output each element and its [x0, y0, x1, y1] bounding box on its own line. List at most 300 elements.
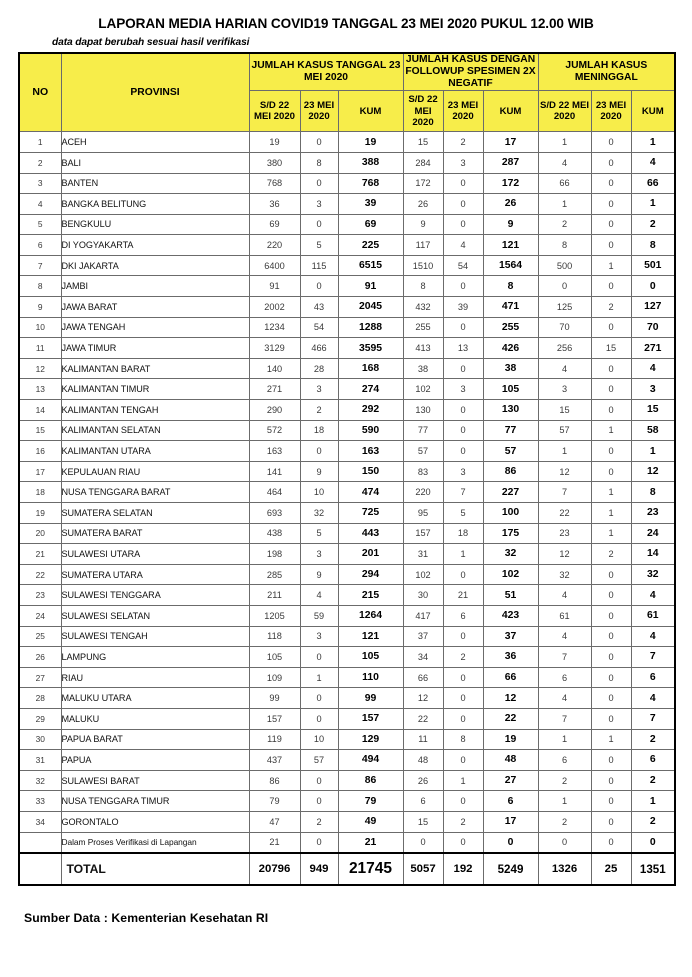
cell-value: 6400	[249, 255, 300, 276]
cell-kum: 57	[483, 441, 538, 462]
cell-provinsi: KALIMANTAN BARAT	[61, 358, 249, 379]
cell-no: 9	[19, 297, 61, 318]
cell-value: 32	[538, 564, 591, 585]
cell-value: 572	[249, 420, 300, 441]
cell-value: 130	[403, 400, 443, 421]
table-row	[19, 770, 675, 791]
cell-kum: 129	[338, 729, 403, 750]
cell-value: 0	[591, 667, 631, 688]
cell-value: 43	[300, 297, 338, 318]
cell-value: 1	[591, 503, 631, 524]
cell-no: 2	[19, 152, 61, 173]
table-row	[19, 297, 675, 318]
cell-value: 21	[249, 832, 300, 853]
cell-value: 7	[538, 708, 591, 729]
cell-value: 7	[443, 482, 483, 503]
cell-kum: 26	[483, 194, 538, 215]
cell-value: 3	[443, 379, 483, 400]
cell-kum: 48	[483, 750, 538, 771]
cell-kum: 292	[338, 400, 403, 421]
cell-value: 211	[249, 585, 300, 606]
cell-value: 1	[591, 729, 631, 750]
cell-provinsi: SULAWESI SELATAN	[61, 605, 249, 626]
cell-value: 79	[249, 791, 300, 812]
cell-provinsi: BANGKA BELITUNG	[61, 194, 249, 215]
header-no: NO	[19, 53, 61, 132]
cell-value: 438	[249, 523, 300, 544]
cell-value: 10	[300, 729, 338, 750]
cell-value: 0	[591, 152, 631, 173]
header-provinsi: PROVINSI	[61, 53, 249, 132]
cell-value: 57	[538, 420, 591, 441]
table-row	[19, 400, 675, 421]
cell-kum: 21	[338, 832, 403, 853]
cell-value: 118	[249, 626, 300, 647]
cell-kum: 15	[631, 400, 675, 421]
cell-kum: 4	[631, 358, 675, 379]
cell-value: 2	[591, 544, 631, 565]
cell-value: 0	[300, 832, 338, 853]
covid-report-table	[18, 52, 676, 886]
cell-provinsi: ACEH	[61, 132, 249, 153]
cell-value: 0	[591, 791, 631, 812]
cell-provinsi: LAMPUNG	[61, 647, 249, 668]
cell-value: 0	[591, 276, 631, 297]
cell-kum: 150	[338, 461, 403, 482]
cell-kum: 725	[338, 503, 403, 524]
cell-kum: 19	[483, 729, 538, 750]
table-row	[19, 647, 675, 668]
cell-value: 1	[300, 667, 338, 688]
cell-kum: 17	[483, 811, 538, 832]
cell-kum: 66	[631, 173, 675, 194]
cell-provinsi: JAWA TIMUR	[61, 338, 249, 359]
cell-value: 1326	[538, 853, 591, 885]
cell-value: 48	[403, 750, 443, 771]
cell-value: 12	[403, 688, 443, 709]
cell-provinsi: SUMATERA SELATAN	[61, 503, 249, 524]
cell-kum: 4	[631, 152, 675, 173]
cell-value: 23	[538, 523, 591, 544]
cell-no: 1	[19, 132, 61, 153]
cell-value: 15	[403, 132, 443, 153]
cell-kum: 271	[631, 338, 675, 359]
cell-kum: 32	[483, 544, 538, 565]
table-row	[19, 420, 675, 441]
cell-provinsi: JAWA TENGAH	[61, 317, 249, 338]
cell-value: 285	[249, 564, 300, 585]
cell-value: 70	[538, 317, 591, 338]
table-row	[19, 338, 675, 359]
cell-value: 1	[538, 194, 591, 215]
cell-value: 21	[443, 585, 483, 606]
cell-value: 1	[591, 255, 631, 276]
cell-kum: 77	[483, 420, 538, 441]
cell-kum: 23	[631, 503, 675, 524]
cell-value: 0	[300, 708, 338, 729]
cell-value: 0	[591, 626, 631, 647]
table-row	[19, 708, 675, 729]
cell-kum: 121	[483, 235, 538, 256]
cell-value: 0	[591, 194, 631, 215]
cell-value: 6	[403, 791, 443, 812]
cell-no: 10	[19, 317, 61, 338]
cell-kum: 4	[631, 626, 675, 647]
cell-kum: 172	[483, 173, 538, 194]
cell-value: 3129	[249, 338, 300, 359]
cell-value: 0	[443, 214, 483, 235]
cell-value: 30	[403, 585, 443, 606]
cell-provinsi: KALIMANTAN SELATAN	[61, 420, 249, 441]
cell-provinsi: NUSA TENGGARA TIMUR	[61, 791, 249, 812]
cell-value: 3	[443, 152, 483, 173]
cell-kum: 2	[631, 770, 675, 791]
cell-value: 109	[249, 667, 300, 688]
cell-kum: 471	[483, 297, 538, 318]
cell-value: 11	[403, 729, 443, 750]
cell-provinsi: PAPUA	[61, 750, 249, 771]
cell-value: 0	[591, 750, 631, 771]
cell-kum: 9	[483, 214, 538, 235]
cell-kum: 294	[338, 564, 403, 585]
cell-provinsi: SULAWESI UTARA	[61, 544, 249, 565]
cell-value: 38	[403, 358, 443, 379]
cell-kum: 443	[338, 523, 403, 544]
cell-value: 1	[538, 791, 591, 812]
cell-kum: 2	[631, 811, 675, 832]
cell-value: 0	[443, 194, 483, 215]
cell-value: 220	[403, 482, 443, 503]
cell-kum: 1288	[338, 317, 403, 338]
cell-kum: 201	[338, 544, 403, 565]
cell-kum: 24	[631, 523, 675, 544]
cell-provinsi: SUMATERA BARAT	[61, 523, 249, 544]
cell-value: 2	[591, 297, 631, 318]
cell-value: 86	[249, 770, 300, 791]
cell-kum: 17	[483, 132, 538, 153]
cell-value: 3	[300, 544, 338, 565]
cell-no: 7	[19, 255, 61, 276]
cell-kum: 163	[338, 441, 403, 462]
cell-no: 28	[19, 688, 61, 709]
cell-value: 69	[249, 214, 300, 235]
cell-kum: 105	[338, 647, 403, 668]
cell-value: 1510	[403, 255, 443, 276]
cell-value: 3	[443, 461, 483, 482]
cell-value: 1	[591, 523, 631, 544]
cell-value: 500	[538, 255, 591, 276]
cell-value: 0	[443, 750, 483, 771]
cell-value: 417	[403, 605, 443, 626]
cell-value: 102	[403, 379, 443, 400]
table-row	[19, 132, 675, 153]
cell-value: 105	[249, 647, 300, 668]
cell-value: 3	[300, 194, 338, 215]
cell-value: 5057	[403, 853, 443, 885]
cell-kum: 51	[483, 585, 538, 606]
cell-value: 0	[443, 688, 483, 709]
source-note: Sumber Data : Kementerian Kesehatan RI	[24, 911, 269, 926]
cell-value: 12	[538, 461, 591, 482]
cell-value: 0	[591, 379, 631, 400]
cell-value: 2	[443, 132, 483, 153]
cell-value: 4	[443, 235, 483, 256]
cell-value: 54	[443, 255, 483, 276]
cell-provinsi: SULAWESI BARAT	[61, 770, 249, 791]
cell-kum: 8	[631, 235, 675, 256]
cell-value: 77	[403, 420, 443, 441]
cell-value: 0	[300, 173, 338, 194]
cell-value: 2	[300, 400, 338, 421]
cell-kum: 99	[338, 688, 403, 709]
cell-kum: 36	[483, 647, 538, 668]
cell-value: 5	[443, 503, 483, 524]
cell-value: 4	[538, 626, 591, 647]
cell-kum: 287	[483, 152, 538, 173]
cell-value: 9	[403, 214, 443, 235]
cell-value: 256	[538, 338, 591, 359]
cell-kum: 0	[483, 832, 538, 853]
cell-kum: 69	[338, 214, 403, 235]
header-kasus-23mei: 23 MEI 2020	[300, 91, 338, 132]
cell-value: 1	[538, 132, 591, 153]
cell-value: 0	[538, 832, 591, 853]
cell-kum: 1	[631, 791, 675, 812]
table-header	[19, 53, 675, 132]
cell-no: 4	[19, 194, 61, 215]
header-followup-23mei: 23 MEI 2020	[443, 91, 483, 132]
cell-value: 0	[300, 647, 338, 668]
cell-value: 18	[300, 420, 338, 441]
cell-kum: 14	[631, 544, 675, 565]
cell-kum: 1351	[631, 853, 675, 885]
cell-kum: 255	[483, 317, 538, 338]
cell-value: 18	[443, 523, 483, 544]
cell-value: 36	[249, 194, 300, 215]
cell-value: 15	[403, 811, 443, 832]
cell-kum: 2045	[338, 297, 403, 318]
table-row	[19, 688, 675, 709]
cell-value: 26	[403, 770, 443, 791]
cell-value: 1234	[249, 317, 300, 338]
cell-kum: 227	[483, 482, 538, 503]
cell-value: 0	[443, 708, 483, 729]
cell-kum: 6	[631, 667, 675, 688]
cell-kum: 66	[483, 667, 538, 688]
cell-kum: 0	[631, 832, 675, 853]
cell-no: 20	[19, 523, 61, 544]
cell-value: 0	[591, 832, 631, 853]
page-title: LAPORAN MEDIA HARIAN COVID19 TANGGAL 23 MEI 2020 PUKUL 12.00 WIB	[98, 16, 594, 31]
cell-kum: 0	[631, 276, 675, 297]
cell-value: 12	[538, 544, 591, 565]
cell-value: 0	[591, 770, 631, 791]
cell-value: 32	[300, 503, 338, 524]
cell-no: 19	[19, 503, 61, 524]
cell-value: 0	[443, 832, 483, 853]
cell-value: 0	[300, 770, 338, 791]
header-meninggal-sd22: S/D 22 MEI 2020	[538, 91, 591, 132]
cell-no: 31	[19, 750, 61, 771]
cell-value: 0	[591, 317, 631, 338]
cell-kum: 61	[631, 605, 675, 626]
cell-value: 0	[591, 647, 631, 668]
cell-value: 7	[538, 482, 591, 503]
cell-kum: 168	[338, 358, 403, 379]
cell-no: 32	[19, 770, 61, 791]
cell-value: 22	[538, 503, 591, 524]
cell-value: 1	[591, 420, 631, 441]
cell-kum: 2	[631, 729, 675, 750]
table-row	[19, 832, 675, 853]
cell-value: 15	[538, 400, 591, 421]
cell-kum: 157	[338, 708, 403, 729]
cell-kum: 39	[338, 194, 403, 215]
cell-value: 10	[300, 482, 338, 503]
cell-value: 0	[300, 214, 338, 235]
cell-value: 8	[538, 235, 591, 256]
cell-provinsi: NUSA TENGGARA BARAT	[61, 482, 249, 503]
header-meninggal-23mei: 23 MEI 2020	[591, 91, 631, 132]
cell-value: 4	[538, 585, 591, 606]
table-row	[19, 317, 675, 338]
cell-value: 3	[538, 379, 591, 400]
cell-no: 29	[19, 708, 61, 729]
cell-no: 24	[19, 605, 61, 626]
table-row	[19, 729, 675, 750]
cell-value: 0	[300, 132, 338, 153]
header-kasus-sd22: S/D 22 MEI 2020	[249, 91, 300, 132]
cell-value: 0	[591, 214, 631, 235]
cell-value: 413	[403, 338, 443, 359]
cell-kum: 12	[483, 688, 538, 709]
cell-value: 115	[300, 255, 338, 276]
cell-no: 21	[19, 544, 61, 565]
cell-value: 61	[538, 605, 591, 626]
cell-value: 83	[403, 461, 443, 482]
cell-value: 0	[591, 441, 631, 462]
header-group-followup: JUMLAH KASUS DENGAN FOLLOWUP SPESIMEN 2X NEGATIF	[403, 53, 538, 91]
cell-value: 1	[538, 441, 591, 462]
cell-no: 30	[19, 729, 61, 750]
header-group-kasus: JUMLAH KASUS TANGGAL 23 MEI 2020	[249, 53, 403, 91]
cell-value: 28	[300, 358, 338, 379]
cell-value: 2	[443, 647, 483, 668]
cell-kum: 7	[631, 708, 675, 729]
cell-value: 9	[300, 461, 338, 482]
cell-provinsi: KALIMANTAN UTARA	[61, 441, 249, 462]
cell-kum: 388	[338, 152, 403, 173]
cell-no: 12	[19, 358, 61, 379]
cell-kum: 130	[483, 400, 538, 421]
page-subtitle: data dapat berubah sesuai hasil verifikasi	[52, 36, 250, 48]
cell-value: 57	[403, 441, 443, 462]
cell-kum: 501	[631, 255, 675, 276]
cell-kum: 86	[483, 461, 538, 482]
table-row	[19, 503, 675, 524]
cell-value: 4	[538, 358, 591, 379]
table-row	[19, 194, 675, 215]
cell-value: 0	[591, 688, 631, 709]
cell-value: 8	[403, 276, 443, 297]
cell-value: 4	[538, 152, 591, 173]
table-row	[19, 461, 675, 482]
cell-value: 119	[249, 729, 300, 750]
cell-value: 284	[403, 152, 443, 173]
cell-provinsi: Dalam Proses Verifikasi di Lapangan	[61, 832, 249, 853]
cell-value: 163	[249, 441, 300, 462]
table-container	[0, 52, 692, 886]
cell-value: 0	[300, 441, 338, 462]
cell-value: 31	[403, 544, 443, 565]
cell-provinsi: BANTEN	[61, 173, 249, 194]
cell-no: 17	[19, 461, 61, 482]
cell-value: 0	[300, 276, 338, 297]
cell-provinsi: RIAU	[61, 667, 249, 688]
cell-value: 0	[443, 317, 483, 338]
table-row	[19, 667, 675, 688]
table-row	[19, 358, 675, 379]
cell-no: 13	[19, 379, 61, 400]
cell-value: 2	[300, 811, 338, 832]
cell-kum: 6	[483, 791, 538, 812]
cell-value: 66	[403, 667, 443, 688]
header-kasus-kum: KUM	[338, 91, 403, 132]
cell-value: 37	[403, 626, 443, 647]
cell-value: 99	[249, 688, 300, 709]
cell-kum: 21745	[338, 853, 403, 885]
header-followup-sd22: S/D 22 MEI 2020	[403, 91, 443, 132]
cell-value: 5	[300, 235, 338, 256]
cell-value: 4	[538, 688, 591, 709]
table-row	[19, 523, 675, 544]
cell-provinsi: KEPULAUAN RIAU	[61, 461, 249, 482]
cell-provinsi: DI YOGYAKARTA	[61, 235, 249, 256]
cell-value: 8	[300, 152, 338, 173]
cell-value: 380	[249, 152, 300, 173]
header-meninggal-kum: KUM	[631, 91, 675, 132]
cell-provinsi: TOTAL	[61, 853, 249, 885]
cell-no: 23	[19, 585, 61, 606]
cell-kum: 49	[338, 811, 403, 832]
cell-no: 15	[19, 420, 61, 441]
cell-value: 26	[403, 194, 443, 215]
cell-no: 27	[19, 667, 61, 688]
cell-no: 26	[19, 647, 61, 668]
cell-value: 6	[443, 605, 483, 626]
cell-value: 0	[403, 832, 443, 853]
cell-value: 157	[249, 708, 300, 729]
cell-value: 141	[249, 461, 300, 482]
cell-kum: 58	[631, 420, 675, 441]
header-row-groups	[19, 53, 675, 91]
cell-value: 91	[249, 276, 300, 297]
cell-value: 157	[403, 523, 443, 544]
cell-value: 117	[403, 235, 443, 256]
cell-kum: 12	[631, 461, 675, 482]
cell-value: 290	[249, 400, 300, 421]
cell-value: 192	[443, 853, 483, 885]
cell-value: 949	[300, 853, 338, 885]
cell-no	[19, 832, 61, 853]
cell-provinsi: SUMATERA UTARA	[61, 564, 249, 585]
cell-kum: 3	[631, 379, 675, 400]
cell-value: 1	[591, 482, 631, 503]
cell-kum: 38	[483, 358, 538, 379]
cell-kum: 37	[483, 626, 538, 647]
cell-no: 3	[19, 173, 61, 194]
cell-provinsi: JAWA BARAT	[61, 297, 249, 318]
